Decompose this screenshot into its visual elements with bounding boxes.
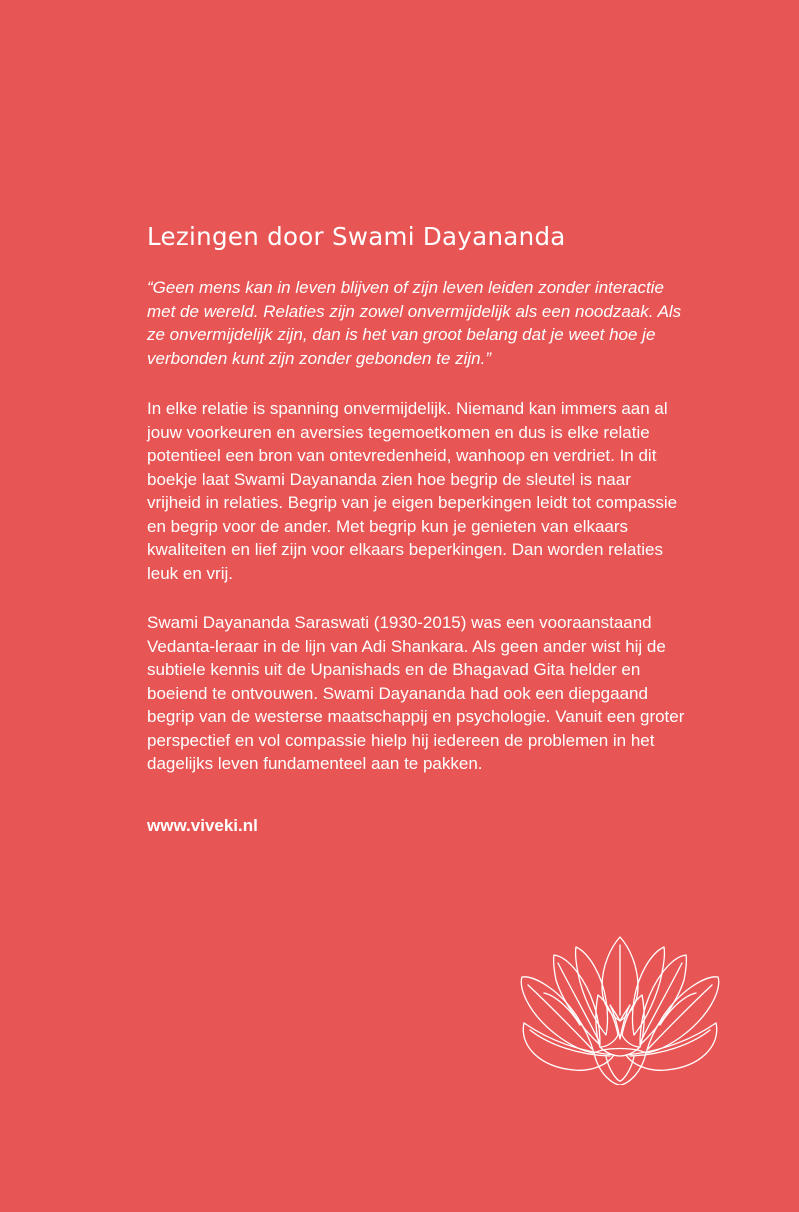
cover-text-block bbox=[147, 220, 687, 837]
author-bio-paragraph: Swami Dayananda Saraswati (1930-2015) was een vooraanstaand Vedanta-leraar in de lijn van Adi Shankara. Als geen ander wist hij de subtiele kennis uit de Upanishads en de Bhagavad Gita helder en boeiend te ontvouwen. Swami Dayananda had ook een diepgaand begrip van de westerse maatschappij en psychologie. Vanuit een groter perspectief en vol compassie hielp hij iedereen de problemen in het dagelijks leven fundamenteel aan te pakken. bbox=[147, 613, 685, 773]
lotus-flower-icon bbox=[514, 935, 726, 1085]
description-paragraph: In elke relatie is spanning onvermijdelijk. Niemand kan immers aan al jouw voorkeuren en aversies tegemoetkomen en dus is elke relatie potentieel een bron van ontevredenheid, wanhoop en verdriet. In dit boekje laat Swami Dayananda zien hoe begrip de sleutel is naar vrijheid in relaties. Begrip van je eigen beperkingen leidt tot compassie en begrip voor de ander. Met begrip kun je genieten van elkaars kwaliteiten en lief zijn voor elkaars beperkingen. Dan worden relaties leuk en vrij. bbox=[147, 399, 678, 583]
book-heading: Lezingen door Swami Dayananda bbox=[147, 222, 566, 251]
website-link[interactable]: www.viveki.nl bbox=[147, 815, 258, 835]
quote-text: “Geen mens kan in leven blijven of zijn leven leiden zonder interactie met de wereld. Relaties zijn zowel onvermijdelijk als een noodzaak. Als ze onvermijdelijk zijn, dan is het van groot belang dat je weet hoe je verbonden kunt zijn zonder gebonden te zijn.” bbox=[147, 278, 682, 368]
